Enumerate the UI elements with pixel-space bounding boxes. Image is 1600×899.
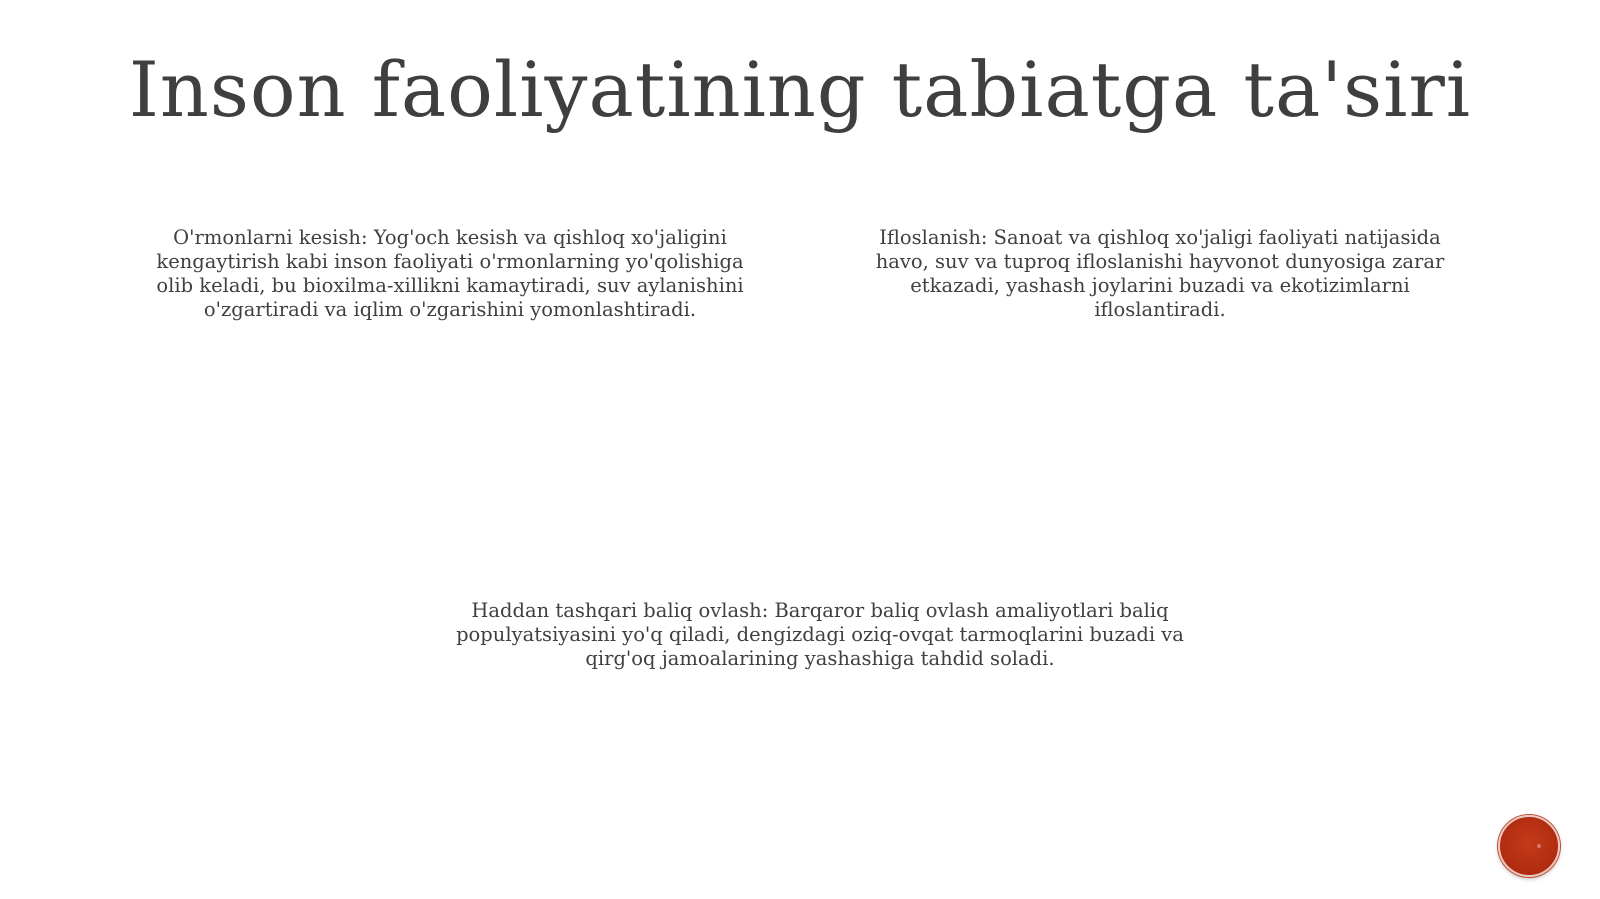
slide-title: Inson faoliyatining tabiatga ta'siri (128, 45, 1472, 134)
paragraph-overfishing: Haddan tashqari baliq ovlash: Barqaror baliq ovlash amaliyotlari baliq populyatsiyasini yo'q qiladi, dengizdagi oziq-ovqat tarmoqlarini buzadi va qirg'oq jamoalarining yashashiga tahdid soladi. (456, 599, 1184, 670)
paragraph-pollution: Ifloslanish: Sanoat va qishloq xo'jaligi faoliyati natijasida havo, suv va tuproq ifloslanishi hayvonot dunyosiga zarar etkazadi, yashash joylarini buzadi va ekotizimlarni ifloslantiradi. (875, 226, 1445, 321)
slide-nav-button[interactable] (1498, 815, 1560, 877)
circle-nav-icon (1537, 844, 1541, 848)
paragraph-deforestation: O'rmonlarni kesish: Yog'och kesish va qishloq xo'jaligini kengaytirish kabi inson faoliyati o'rmonlarning yo'qolishiga olib keladi, bu bioxilma-xillikni kamaytiradi, suv aylanishini o'zgartiradi va iqlim o'zgarishini yomonlashtiradi. (156, 226, 744, 321)
